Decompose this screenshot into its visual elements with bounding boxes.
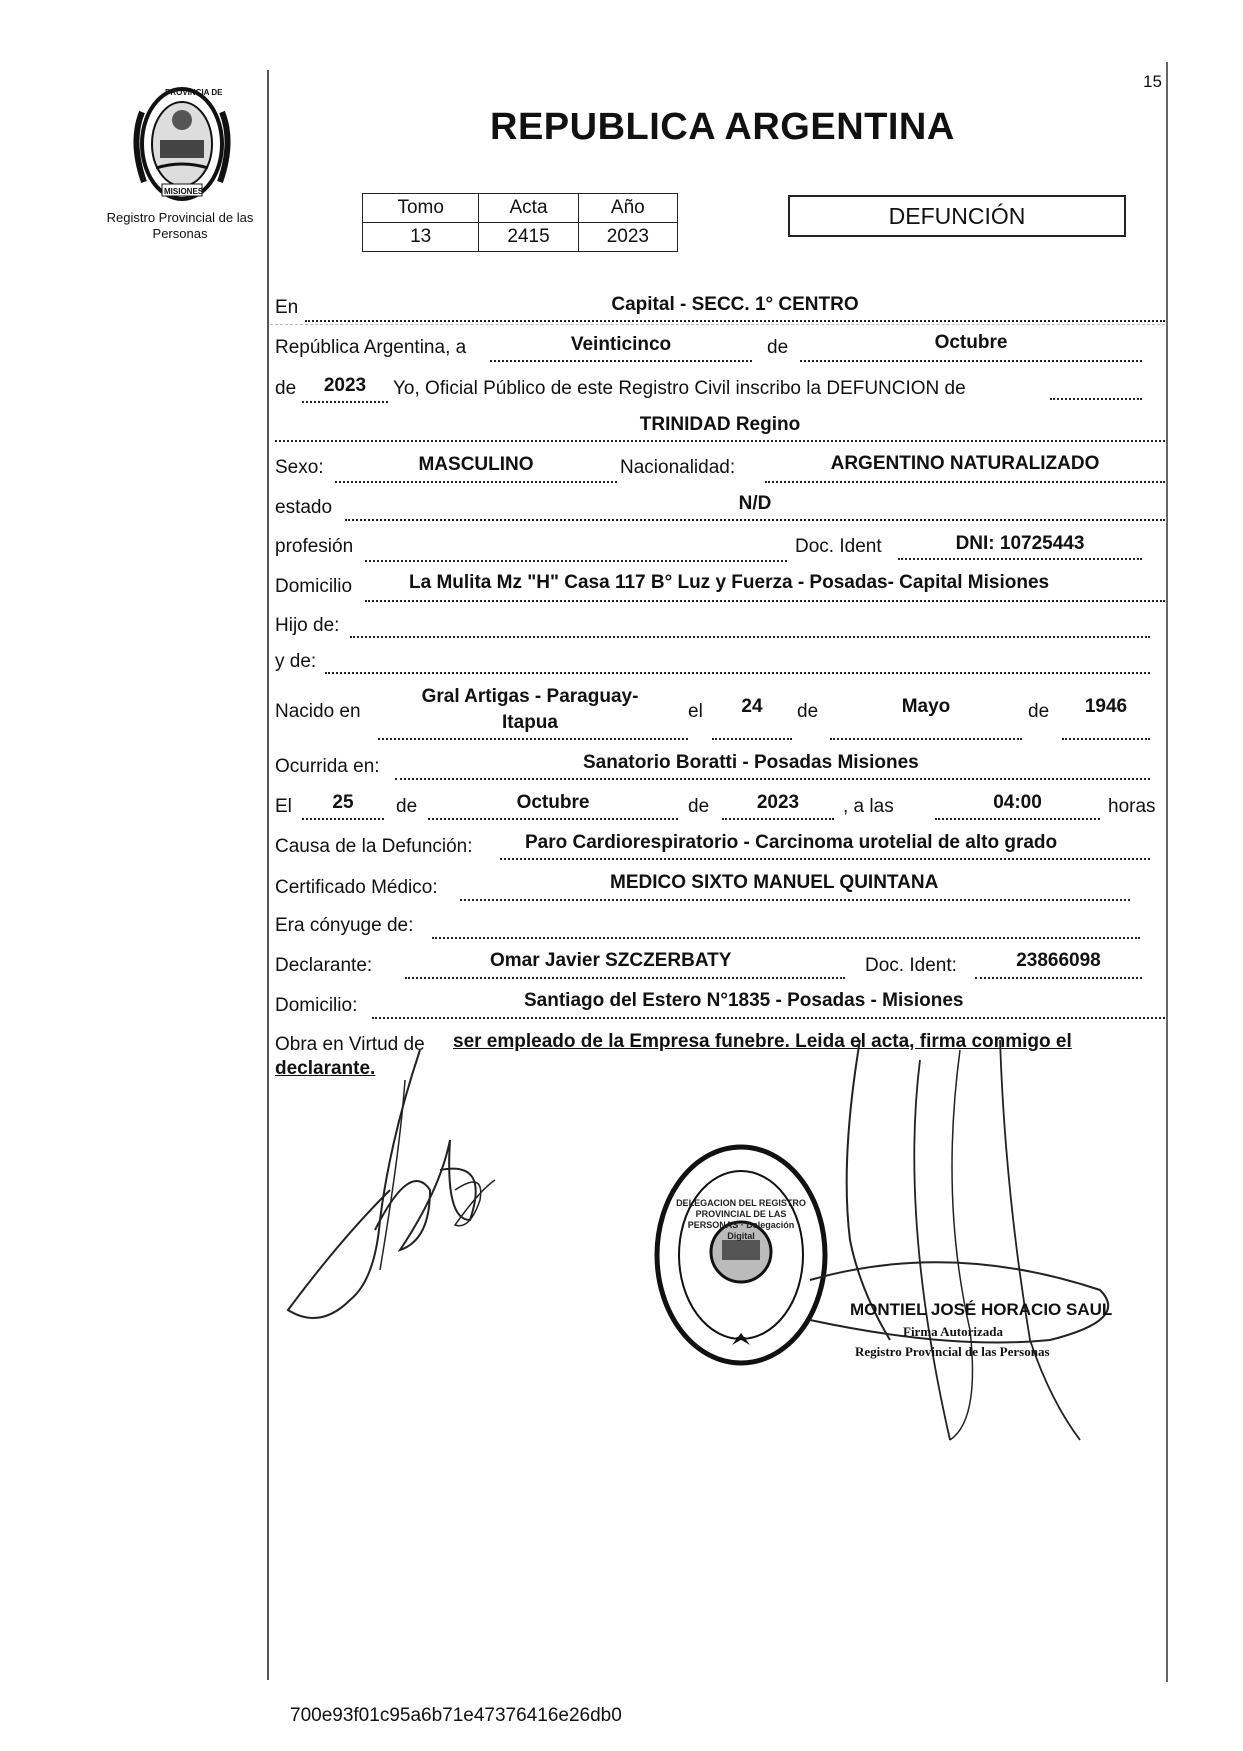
el2-label: El	[275, 796, 292, 817]
def-dia-value: 25	[332, 792, 354, 813]
estado-line	[345, 519, 1165, 521]
document-hash: 700e93f01c95a6b71e47376416e26db0	[290, 1705, 622, 1726]
stamp-name: MONTIEL JOSÉ HORACIO SAUL	[850, 1300, 1113, 1319]
horas-label: horas	[1108, 796, 1156, 817]
hijo-label: Hijo de:	[275, 615, 340, 636]
profesion-line	[365, 560, 787, 562]
nac-anio-value: 1946	[1084, 696, 1128, 717]
de4-label: de	[1028, 701, 1050, 722]
certificado-label: Certificado Médico:	[275, 877, 438, 898]
de2-label: de	[275, 378, 297, 399]
sexo-label: Sexo:	[275, 457, 324, 478]
conyuge-label: Era cónyuge de:	[275, 915, 414, 936]
ocurrida-line	[395, 778, 1150, 780]
en-value: Capital - SECC. 1° CENTRO	[611, 294, 859, 315]
causa-label: Causa de la Defunción:	[275, 836, 473, 857]
value-acta: 2415	[479, 223, 578, 252]
nacido-line	[378, 738, 688, 740]
def-anio-line	[722, 818, 834, 820]
anio-line	[302, 401, 388, 403]
def-hora-value: 04:00	[993, 792, 1042, 813]
nac-mes-value: Mayo	[901, 696, 951, 717]
official-signature-icon	[800, 1040, 1120, 1460]
de6-label: de	[688, 796, 710, 817]
domicilio2-line	[372, 1017, 1165, 1019]
estado-label: estado	[275, 497, 333, 518]
header-tomo: Tomo	[363, 194, 479, 223]
declarante-label: Declarante:	[275, 955, 373, 976]
record-table-value-row	[363, 223, 678, 252]
def-dia-line	[302, 818, 384, 820]
yo-line	[1050, 398, 1142, 400]
doc-line	[898, 558, 1142, 560]
doc2-label: Doc. Ident:	[865, 955, 957, 976]
doc2-line	[975, 977, 1142, 979]
de3-label: de	[797, 701, 819, 722]
alas-label: , a las	[843, 796, 894, 817]
seal-text: DELEGACION DEL REGISTRO PROVINCIAL DE LAS PERSONAS · Delegación Digital	[676, 1198, 806, 1241]
nac-mes-line	[830, 738, 1022, 740]
en-label: En	[275, 297, 299, 318]
record-type-box: DEFUNCIÓN	[788, 195, 1126, 237]
declarante-value: Omar Javier SZCZERBATY	[490, 950, 732, 971]
causa-value: Paro Cardiorespiratorio - Carcinoma urotelial de alto grado	[525, 832, 1058, 853]
record-table	[362, 193, 678, 252]
domicilio-value: La Mulita Mz "H" Casa 117 B° Luz y Fuerza - Posadas- Capital Misiones	[409, 572, 1050, 593]
nacionalidad-value: ARGENTINO NATURALIZADO	[830, 453, 1100, 474]
domicilio-line	[365, 600, 1165, 602]
mes-line	[800, 360, 1142, 362]
right-margin-rule	[1166, 62, 1168, 1682]
anio-value: 2023	[323, 375, 367, 396]
country-title: REPUBLICA ARGENTINA	[490, 106, 955, 148]
dia-line	[490, 360, 752, 362]
doc-label: Doc. Ident	[795, 536, 882, 557]
mes-value: Octubre	[934, 332, 1008, 353]
header-anio: Año	[578, 194, 677, 223]
domicilio-label: Domicilio	[275, 576, 353, 597]
nac-anio-line	[1062, 738, 1150, 740]
hijo-line	[350, 636, 1150, 638]
profesion-label: profesión	[275, 536, 354, 557]
obra-value-2: declarante.	[275, 1058, 376, 1079]
yde-label: y de:	[275, 651, 317, 672]
page-number: 15	[1143, 72, 1162, 91]
de5-label: de	[396, 796, 418, 817]
en-line	[305, 320, 1165, 322]
yde-line	[325, 672, 1150, 674]
causa-line	[500, 858, 1150, 860]
nombre-line	[275, 440, 1165, 442]
row-separator	[270, 324, 1165, 325]
domicilio2-label: Domicilio:	[275, 995, 358, 1016]
estado-value: N/D	[738, 493, 772, 514]
de-label: de	[767, 337, 789, 358]
dia-value: Veinticinco	[570, 334, 672, 355]
nombre-value: TRINIDAD Regino	[639, 414, 801, 435]
sexo-line	[335, 481, 617, 483]
nacido-label: Nacido en	[275, 701, 361, 722]
certificado-line	[460, 899, 1130, 901]
doc-value: DNI: 10725443	[955, 533, 1085, 554]
nacido-value-2: Itapua	[502, 712, 558, 733]
nac-dia-line	[712, 738, 792, 740]
value-anio: 2023	[578, 223, 677, 252]
def-anio-value: 2023	[756, 792, 800, 813]
conyuge-line	[432, 937, 1140, 939]
obra-label: Obra en Virtud de	[275, 1034, 425, 1055]
left-margin-rule	[267, 70, 269, 1680]
el-label: el	[688, 701, 703, 722]
def-mes-value: Octubre	[516, 792, 590, 813]
yo-text: Yo, Oficial Público de este Registro Civil inscribo la DEFUNCION de	[393, 378, 966, 399]
stamp-org: Registro Provincial de las Personas	[855, 1344, 1050, 1359]
declarant-signature-icon	[280, 1040, 510, 1330]
nacido-value-1: Gral Artigas - Paraguay-	[421, 686, 639, 707]
ocurrida-label: Ocurrida en:	[275, 756, 380, 777]
certificado-value: MEDICO SIXTO MANUEL QUINTANA	[610, 872, 939, 893]
republica-label: República Argentina, a	[275, 337, 467, 358]
record-table-header-row	[363, 194, 678, 223]
domicilio2-value: Santiago del Estero N°1835 - Posadas - Misiones	[524, 990, 964, 1011]
nac-dia-value: 24	[741, 696, 763, 717]
registry-label: Registro Provincial de las Personas	[106, 210, 254, 241]
header-acta: Acta	[479, 194, 578, 223]
declarante-line	[405, 977, 845, 979]
sexo-value: MASCULINO	[418, 454, 534, 475]
ocurrida-value: Sanatorio Boratti - Posadas Misiones	[583, 752, 919, 773]
nacionalidad-label: Nacionalidad:	[620, 457, 736, 478]
misiones-emblem	[120, 82, 245, 207]
emblem-bottom-text: MISIONES	[164, 187, 204, 196]
stamp-role: Firma Autorizada	[903, 1324, 1004, 1339]
emblem-top-text: PROVINCIA DE	[165, 88, 223, 97]
def-mes-line	[428, 818, 678, 820]
doc2-value: 23866098	[1016, 950, 1101, 971]
def-hora-line	[935, 818, 1100, 820]
value-tomo: 13	[363, 223, 479, 252]
obra-value: ser empleado de la Empresa funebre. Leida el acta, firma conmigo el	[453, 1031, 1072, 1052]
nacionalidad-line	[765, 481, 1165, 483]
